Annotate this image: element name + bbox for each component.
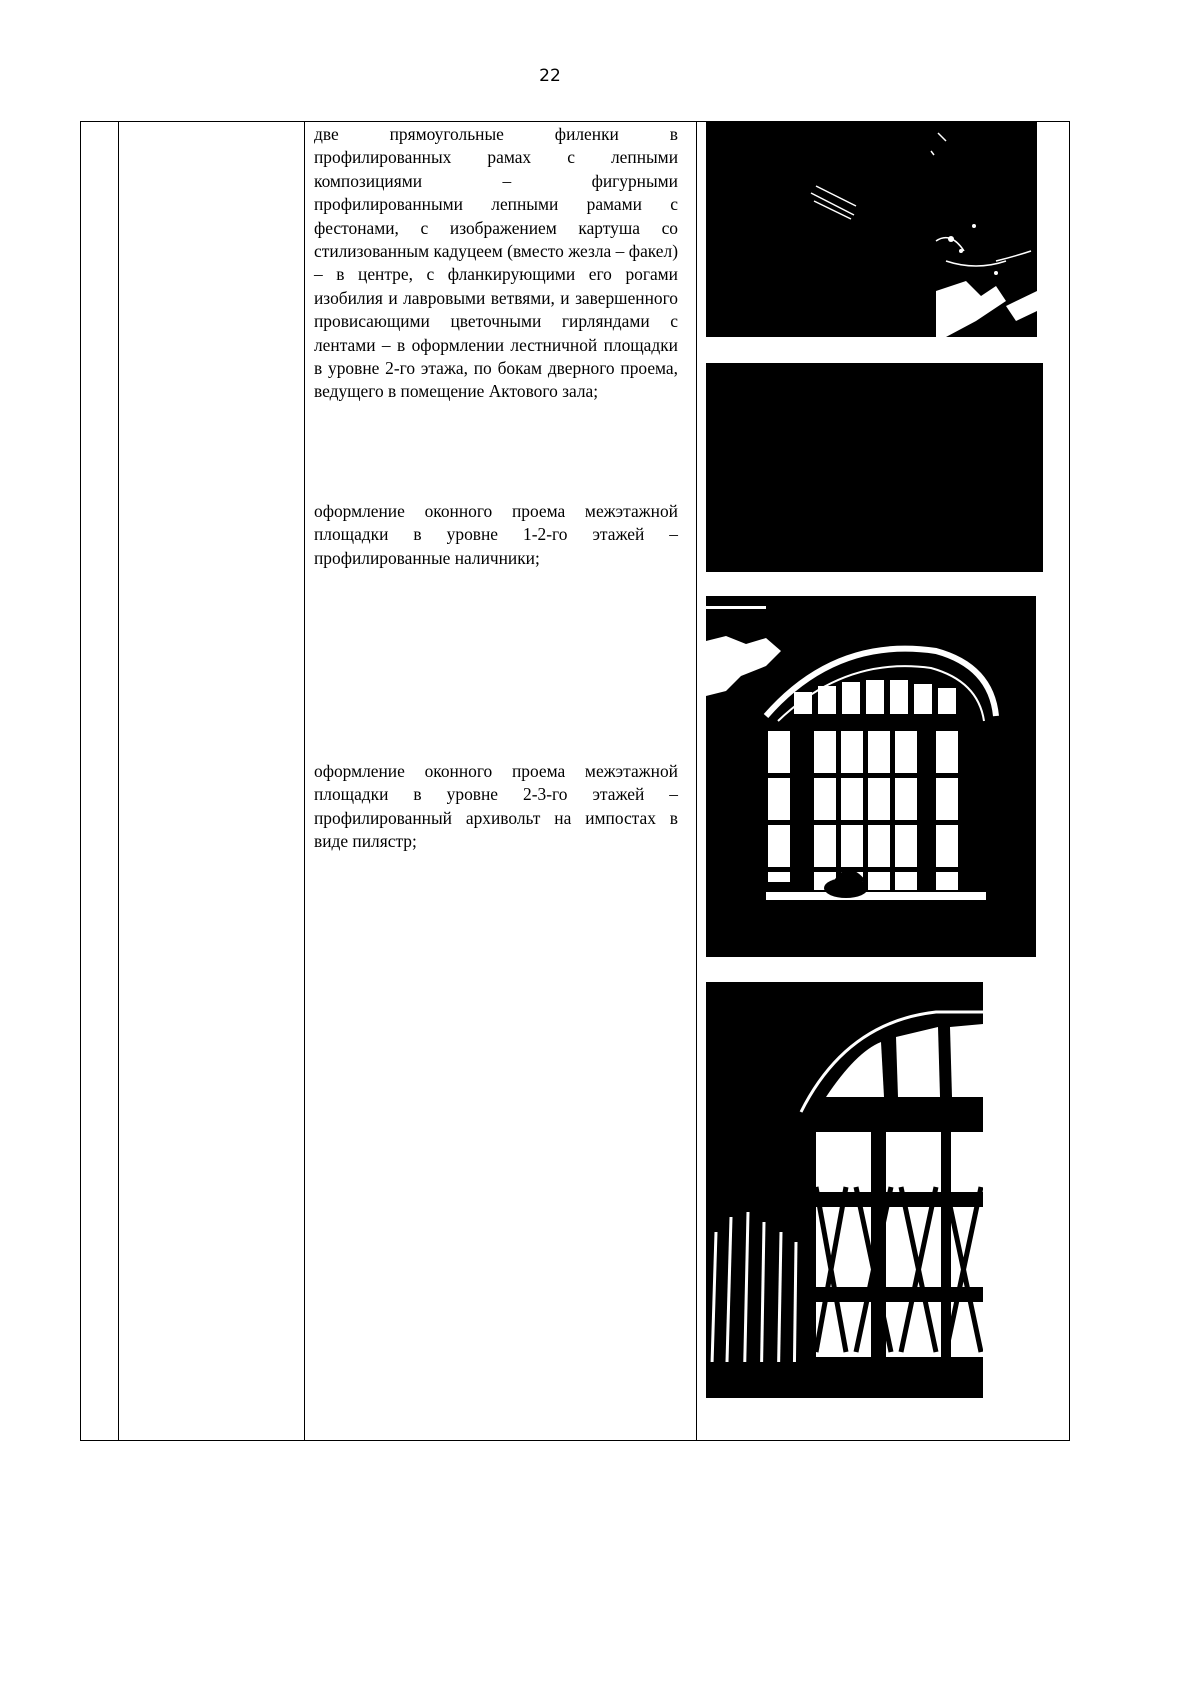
- description-window-1-2-floor: оформление оконного проема межэтажной площадки в уровне 1-2-го этажей – профилированные наличники;: [314, 501, 678, 568]
- stucco-panel-photo: [706, 121, 1037, 337]
- description-stucco-panels: две прямоугольные филенки в профилированных рамах с лепными композициями – фигурными профилированными лепными рамами с фестонами, с изображением картуша со стилизованным кадуцеем (вместо жезла – факел) – в центре, с фланкирующими его рогами изобилия и лавровыми ветвями, и завершенного провисающими цветочными гирляндами с лентами – в оформлении лестничной площадки в уровне 2-го этажа, по бокам дверного проема, ведущего в помещение Актового зала;: [314, 124, 678, 402]
- column-divider: [696, 121, 697, 1441]
- description-window-2-3-floor: оформление оконного проема межэтажной площадки в уровне 2-3-го этажей – профилированный архивольт на импостах в виде пилястр;: [314, 761, 678, 852]
- dark-window-photo: [706, 363, 1043, 572]
- arched-window-grille-photo: [706, 982, 983, 1398]
- column-divider: [118, 121, 119, 1441]
- page-number: 22: [539, 66, 561, 86]
- column-divider: [304, 121, 305, 1441]
- arched-window-photo: [706, 596, 1036, 957]
